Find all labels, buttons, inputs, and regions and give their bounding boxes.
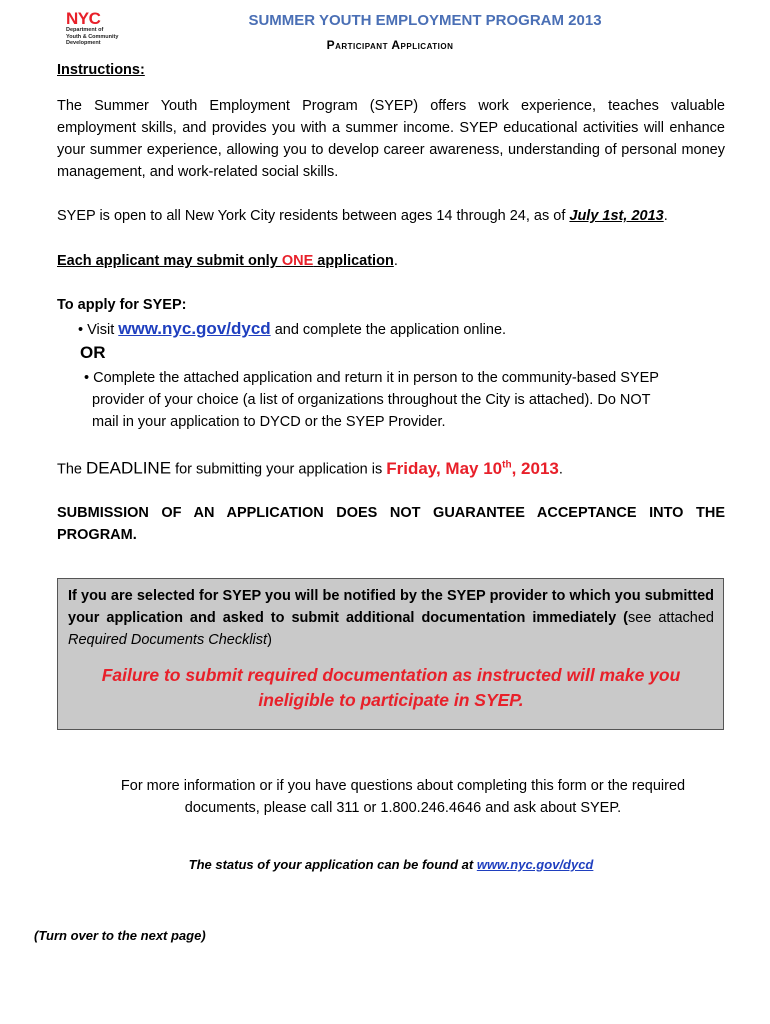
deadline-prefix: The (57, 461, 87, 478)
logo-line-3: Development (66, 40, 101, 46)
deadline-paragraph (57, 454, 737, 481)
program-title: SUMMER YOUTH EMPLOYMENT PROGRAM 2013 (248, 12, 602, 29)
notice-bold-text: If you are selected for SYEP you will be notified by the SYEP provider to which you submitted your application and asked to submit additional documentation immediately (68, 588, 714, 626)
one-application-rule (57, 250, 398, 272)
status-prefix: The status of your application can be found at (188, 857, 477, 872)
documentation-notice-box (57, 578, 724, 730)
no-guarantee-notice: SUBMISSION OF AN APPLICATION DOES NOT GUARANTEE ACCEPTANCE INTO THE PROGRAM. (57, 505, 725, 543)
notice-paren-open: ( (623, 610, 628, 626)
bullet2-line3: mail in your application to DYCD or the SYEP Provider. (92, 414, 446, 430)
contact-info (60, 775, 746, 819)
apply-heading: To apply for SYEP: (57, 297, 187, 313)
notice-checklist: Required Documents Checklist (68, 632, 268, 648)
or-separator: OR (80, 343, 106, 362)
apply-in-person-item (84, 367, 744, 433)
limit-prefix: Each applicant may submit only (57, 253, 282, 269)
limit-suffix: application (313, 253, 394, 269)
eligibility-date: July 1st, 2013 (569, 208, 664, 224)
nyc-logo-mark: NYC (66, 9, 101, 28)
deadline-date-main: Friday, May 10 (386, 458, 503, 478)
status-line (0, 857, 770, 872)
bullet1-suffix: and complete the application online. (270, 322, 507, 338)
notice-see: see attached (628, 610, 714, 626)
eligibility-prefix: SYEP is open to all New York City residents between ages 14 through 24, as of (57, 208, 570, 224)
apply-online-item (78, 318, 506, 341)
deadline-date-suffix: th (502, 459, 512, 470)
status-link[interactable]: www.nyc.gov/dycd (476, 857, 594, 872)
deadline-date-year: , 2013 (511, 458, 559, 478)
intro-paragraph: The Summer Youth Employment Program (SYEP) offers work experience, teaches valuable employment skills, and provides you with a summer income. SYEP educational activities will enhance your summer experience, allowing you to develop career awareness, understanding of personal money management, and work-related social skills. (57, 98, 725, 180)
bullet1-prefix: • Visit (78, 322, 119, 338)
failure-warning: Failure to submit required documentation as instructed will make you ineligible to participate in SYEP. (101, 665, 681, 710)
deadline-period: . (558, 461, 563, 478)
deadline-word: DEADLINE (86, 458, 172, 478)
contact-line-2: documents, please call 311 or 1.800.246.4646 and ask about SYEP. (184, 800, 622, 816)
contact-line-1: For more information or if you have questions about completing this form or the required (120, 778, 686, 794)
eligibility-suffix: . (663, 208, 668, 224)
notice-text (68, 585, 714, 651)
bullet2-line1: • Complete the attached application and return it in person to the community-based SYEP (84, 370, 659, 386)
instructions-heading-text: Instructions: (57, 62, 145, 78)
logo-line-1: Department of (66, 27, 104, 33)
bullet2-line2: provider of your choice (a list of organizations throughout the City is attached). Do NOT (92, 392, 651, 408)
deadline-middle: for submitting your application is (171, 461, 387, 478)
logo-line-2: Youth & Community (66, 33, 119, 40)
limit-one: ONE (281, 253, 314, 269)
limit-period: . (393, 253, 398, 269)
dycd-link[interactable]: www.nyc.gov/dycd (118, 319, 271, 338)
eligibility-paragraph (57, 205, 737, 227)
turn-over-note: (Turn over to the next page) (34, 928, 206, 943)
document-subtitle: Participant Application (326, 38, 454, 52)
deadline-date (386, 459, 559, 478)
instructions-heading (57, 59, 145, 81)
notice-paren-close: ) (267, 632, 272, 648)
